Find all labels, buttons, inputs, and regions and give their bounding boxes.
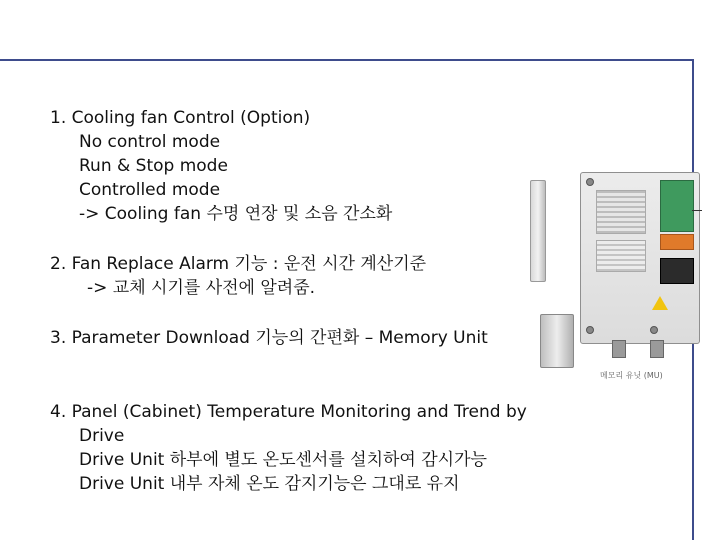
screw-icon [650,326,658,334]
cable-line [692,210,702,211]
vent-grille-lower [596,240,646,272]
black-connector [660,258,694,284]
item-3-title: 3. Parameter Download 기능의 간편화 – Memory Unit [50,328,488,348]
mounting-foot [612,340,626,358]
item-4-line: Drive Unit 하부에 별도 온도센서를 설치하여 감시가능 [79,450,487,470]
item-1-line: Run & Stop mode [79,156,228,176]
item-2-title: 2. Fan Replace Alarm 기능 : 운전 시간 계산기준 [50,254,427,274]
item-4-line: Drive Unit 내부 자체 온도 감지기능은 그대로 유지 [79,474,460,494]
feature-list [50,106,590,496]
vent-grille [596,190,646,234]
item-1-line: -> Cooling fan 수명 연장 및 소음 간소화 [79,204,393,224]
memory-unit-caption: 메모리 유닛 (MU) [600,371,663,380]
item-1-line: Controlled mode [79,180,221,200]
item-2-line: -> 교체 시기를 사전에 알려줌. [87,278,316,298]
warning-label-icon [652,296,668,310]
mounting-foot [650,340,664,358]
green-terminal-block [660,180,694,232]
item-1-line: No control mode [79,132,221,152]
item-4-title: 4. Panel (Cabinet) Temperature Monitoring and Trend by [50,402,527,422]
orange-terminal-block [660,234,694,250]
item-4-line: Drive [79,426,125,446]
item-1-title: 1. Cooling fan Control (Option) [50,108,311,128]
frame-top-border [0,59,694,61]
